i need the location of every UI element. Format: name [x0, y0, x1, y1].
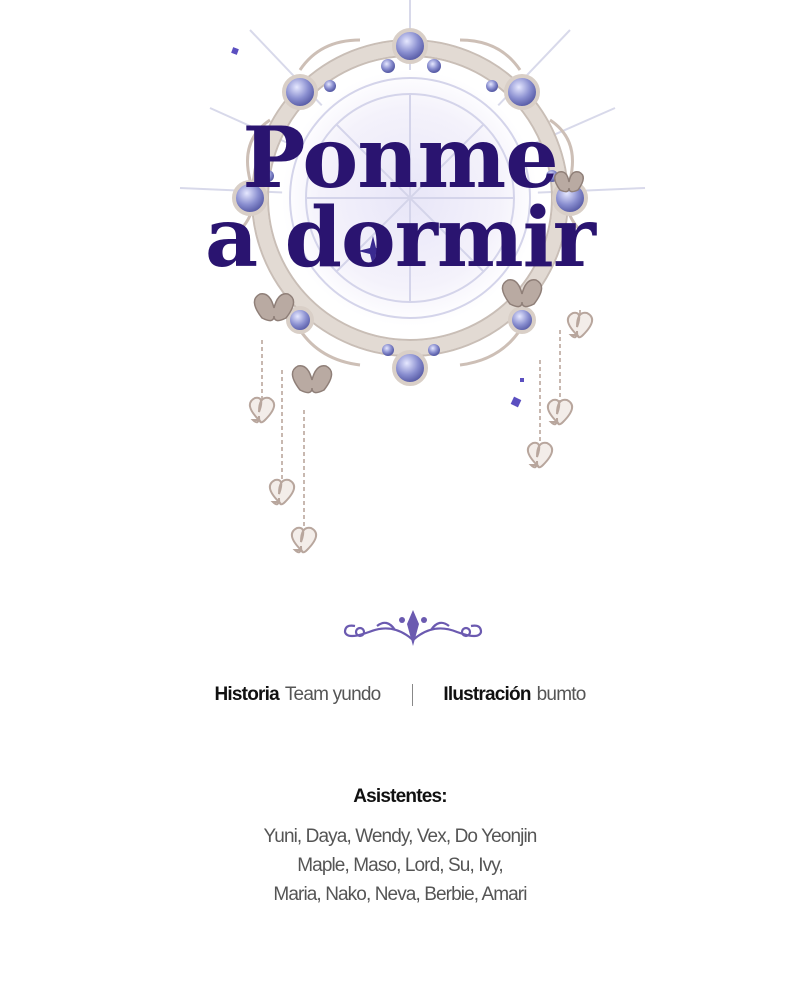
art-label: Ilustración [443, 684, 531, 706]
story-label: Historia [214, 684, 279, 706]
title-line-1: Ponme [242, 108, 558, 207]
assistants-line: Maple, Maso, Lord, Su, Ivy, [297, 855, 503, 876]
title-line-2: a dormir [204, 190, 596, 286]
assistants-line: Maria, Nako, Neva, Berbie, Amari [273, 884, 527, 905]
credits-row [0, 684, 800, 706]
assistants-heading: Asistentes: [353, 786, 447, 807]
story-value: Team yundo [284, 684, 381, 706]
credits-divider [412, 684, 413, 706]
art-value: bumto [536, 684, 586, 706]
flourish-divider-icon [340, 604, 486, 654]
assistants-line: Yuni, Daya, Wendy, Vex, Do Yeonjin [263, 826, 537, 847]
